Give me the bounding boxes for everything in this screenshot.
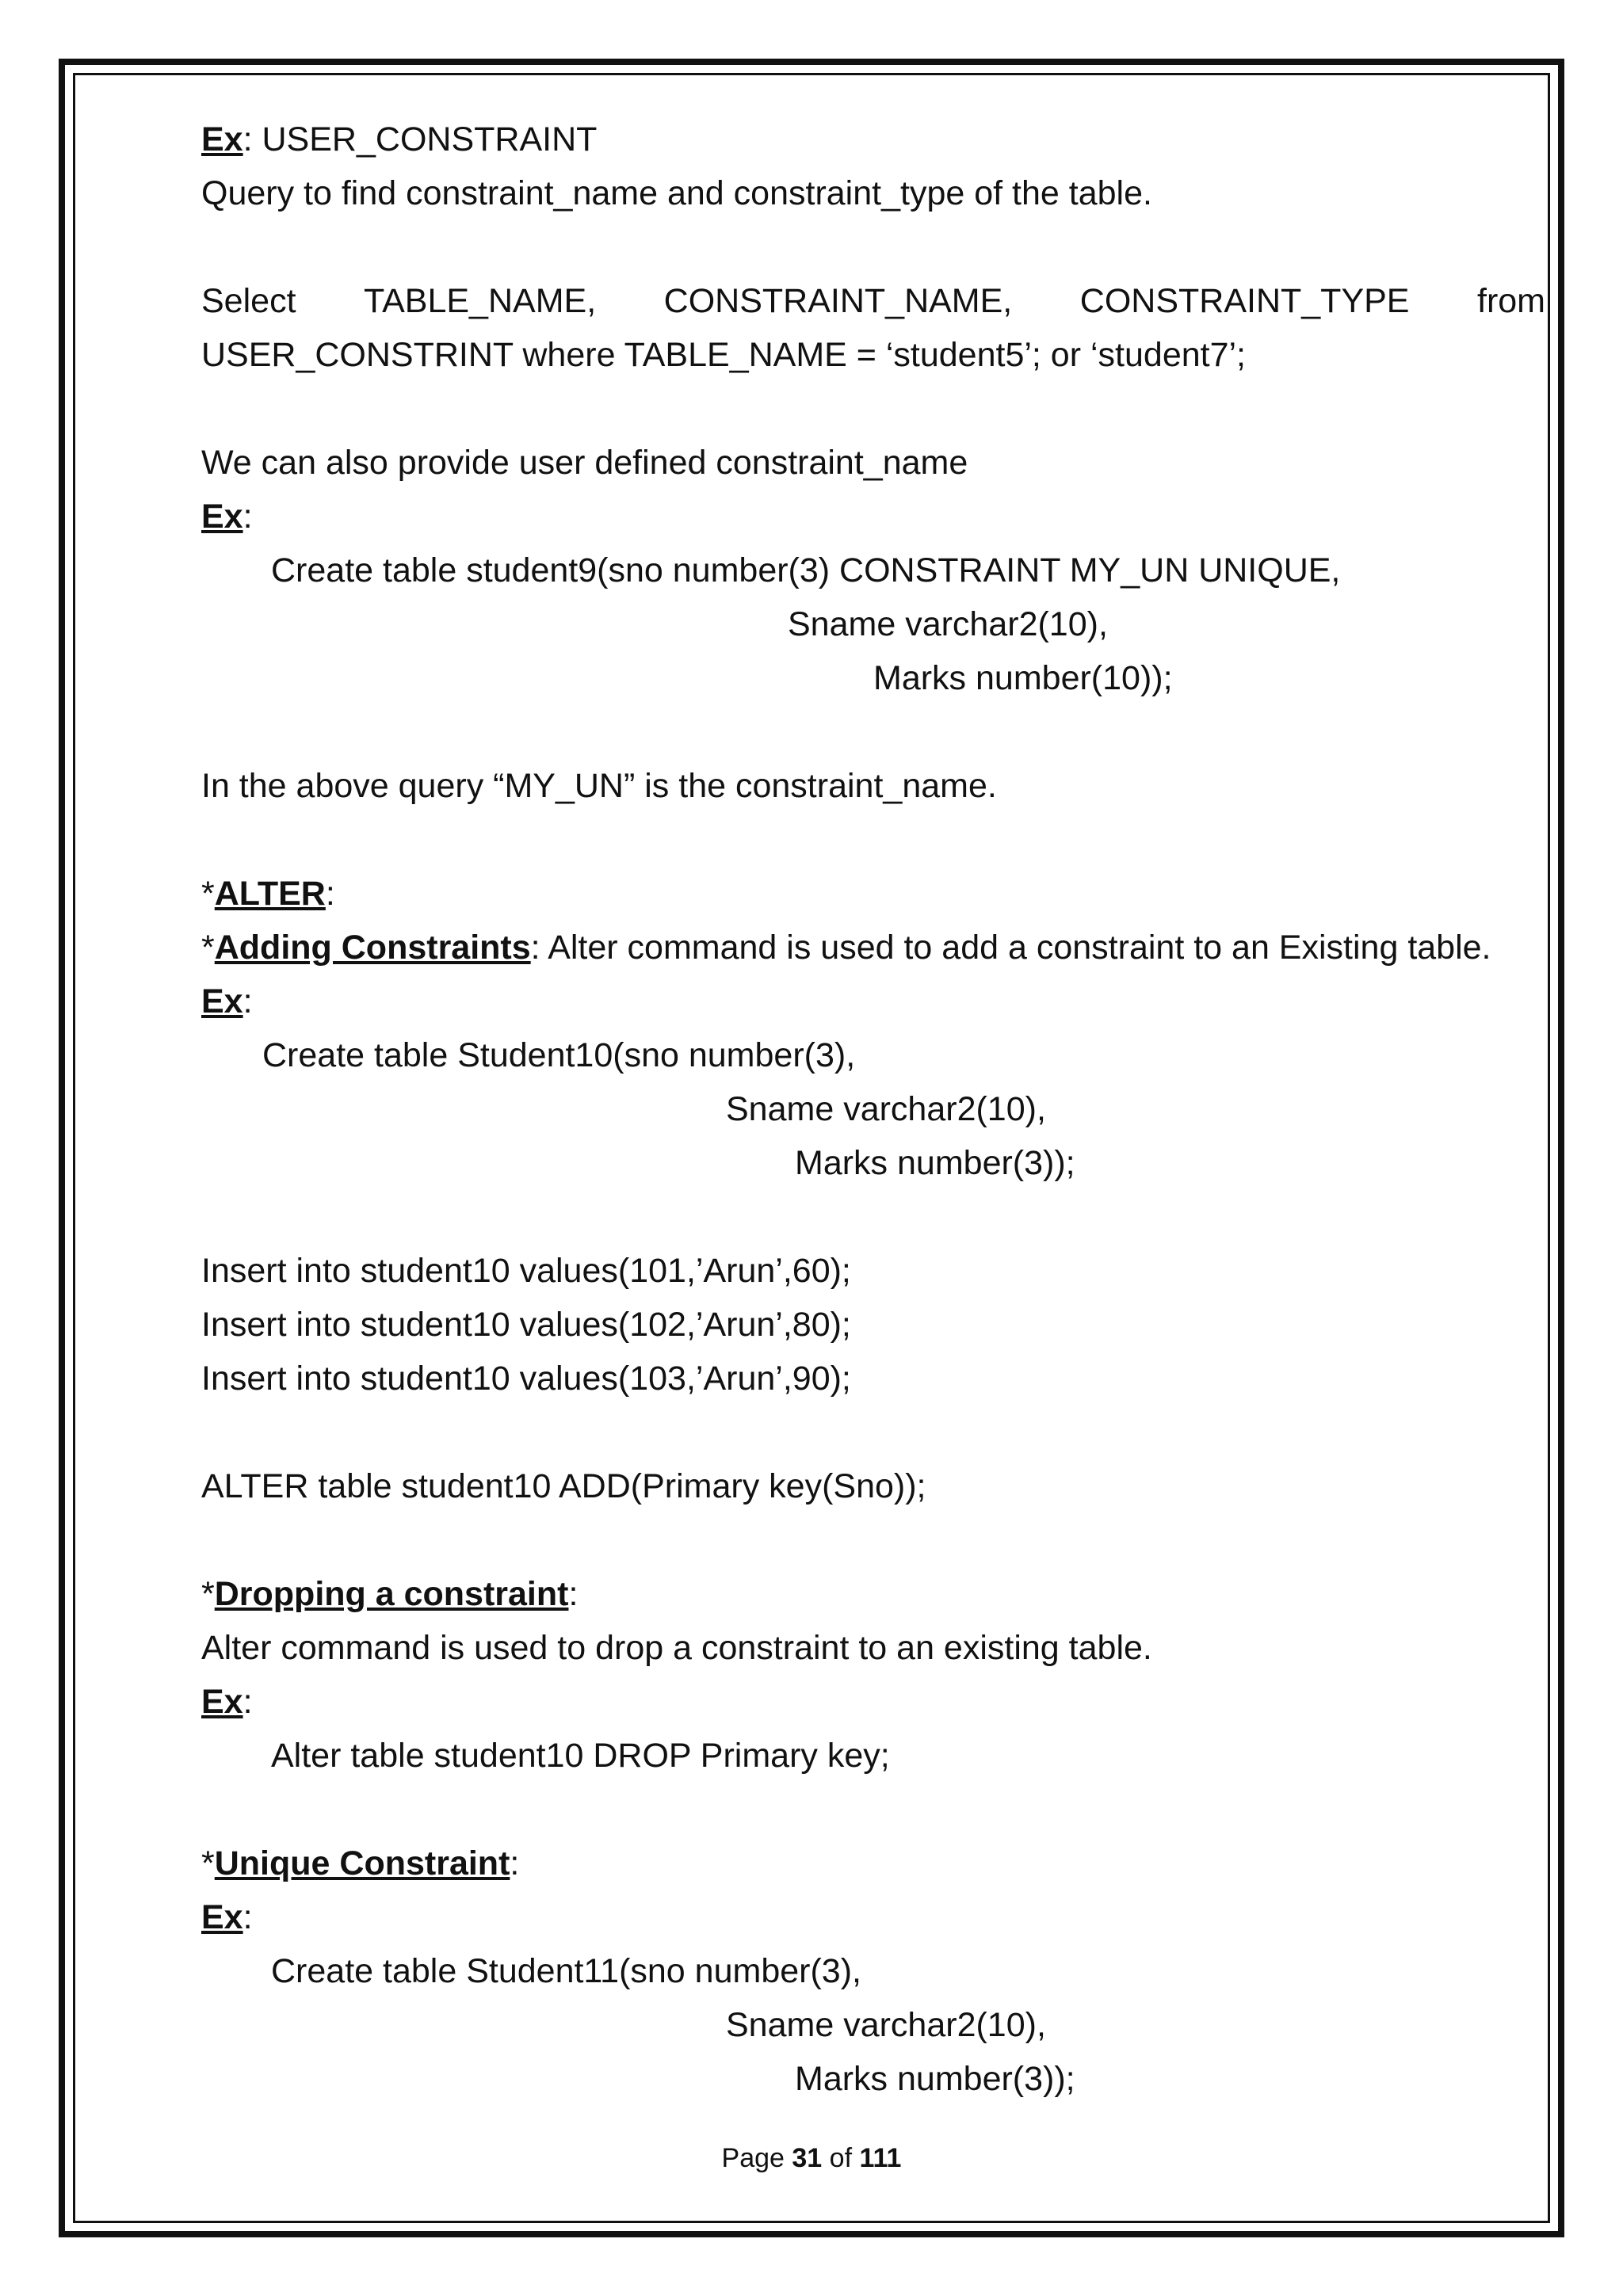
dropping-constraint-label: Dropping a constraint bbox=[214, 1575, 569, 1613]
insert-statement: Insert into student10 values(103,’Arun’,90); bbox=[201, 1360, 851, 1398]
code-student10-line3: Marks number(3)); bbox=[795, 1144, 1075, 1182]
adding-constraints-heading: *Adding Constraints: Alter command is used to add a constraint to an Existing table. bbox=[201, 929, 1491, 967]
unique-constraint-heading: *Unique Constraint: bbox=[201, 1844, 520, 1882]
alter-add-statement: ALTER table student10 ADD(Primary key(Sno)); bbox=[201, 1467, 926, 1505]
ex-user-constraint: Ex: USER_CONSTRAINT bbox=[201, 120, 598, 158]
ex-label: Ex bbox=[201, 120, 243, 158]
select-statement-line2: USER_CONSTRINT where TABLE_NAME = ‘student5’; or ‘student7’; bbox=[201, 336, 1247, 374]
my-un-note: In the above query “MY_UN” is the constraint_name. bbox=[201, 767, 997, 805]
insert-statement: Insert into student10 values(101,’Arun’,60); bbox=[201, 1252, 851, 1290]
current-page: 31 bbox=[792, 2143, 823, 2173]
code-student9-line3: Marks number(10)); bbox=[873, 659, 1173, 697]
adding-constraints-label: Adding Constraints bbox=[214, 929, 531, 967]
user-defined-note: We can also provide user defined constraint_name bbox=[201, 444, 968, 482]
code-student11-line1: Create table Student11(sno number(3), bbox=[271, 1952, 861, 1990]
ex-label-line: Ex: bbox=[201, 1683, 253, 1721]
code-student10-line2: Sname varchar2(10), bbox=[726, 1090, 1046, 1128]
code-student10-line1: Create table Student10(sno number(3), bbox=[262, 1036, 856, 1074]
ex-label: Ex bbox=[201, 1683, 243, 1721]
query-description: Query to find constraint_name and constraint_type of the table. bbox=[201, 174, 1152, 212]
insert-statement: Insert into student10 values(102,’Arun’,80); bbox=[201, 1306, 851, 1344]
select-statement-line1: Select TABLE_NAME, CONSTRAINT_NAME, CONSTRAINT_TYPE from bbox=[201, 282, 1545, 320]
total-pages: 111 bbox=[859, 2143, 902, 2173]
code-student11-line3: Marks number(3)); bbox=[795, 2060, 1075, 2098]
code-student11-line2: Sname varchar2(10), bbox=[726, 2006, 1046, 2044]
ex-label-line: Ex: bbox=[201, 1898, 253, 1936]
alter-label: ALTER bbox=[214, 875, 326, 913]
page-number-footer: Page 31 of 111 bbox=[721, 2143, 902, 2173]
drop-description: Alter command is used to drop a constraint to an existing table. bbox=[201, 1629, 1152, 1667]
ex-label: Ex bbox=[201, 1898, 243, 1936]
dropping-constraint-heading: *Dropping a constraint: bbox=[201, 1575, 579, 1613]
alter-heading: *ALTER: bbox=[201, 875, 335, 913]
ex-label-line: Ex: bbox=[201, 982, 253, 1020]
ex-label: Ex bbox=[201, 982, 243, 1020]
alter-drop-statement: Alter table student10 DROP Primary key; bbox=[271, 1737, 890, 1775]
unique-constraint-label: Unique Constraint bbox=[214, 1844, 510, 1882]
ex-label-line: Ex: bbox=[201, 498, 253, 536]
ex-label: Ex bbox=[201, 498, 243, 536]
code-student9-line2: Sname varchar2(10), bbox=[788, 605, 1108, 643]
code-student9-line1: Create table student9(sno number(3) CONSTRAINT MY_UN UNIQUE, bbox=[271, 551, 1341, 589]
